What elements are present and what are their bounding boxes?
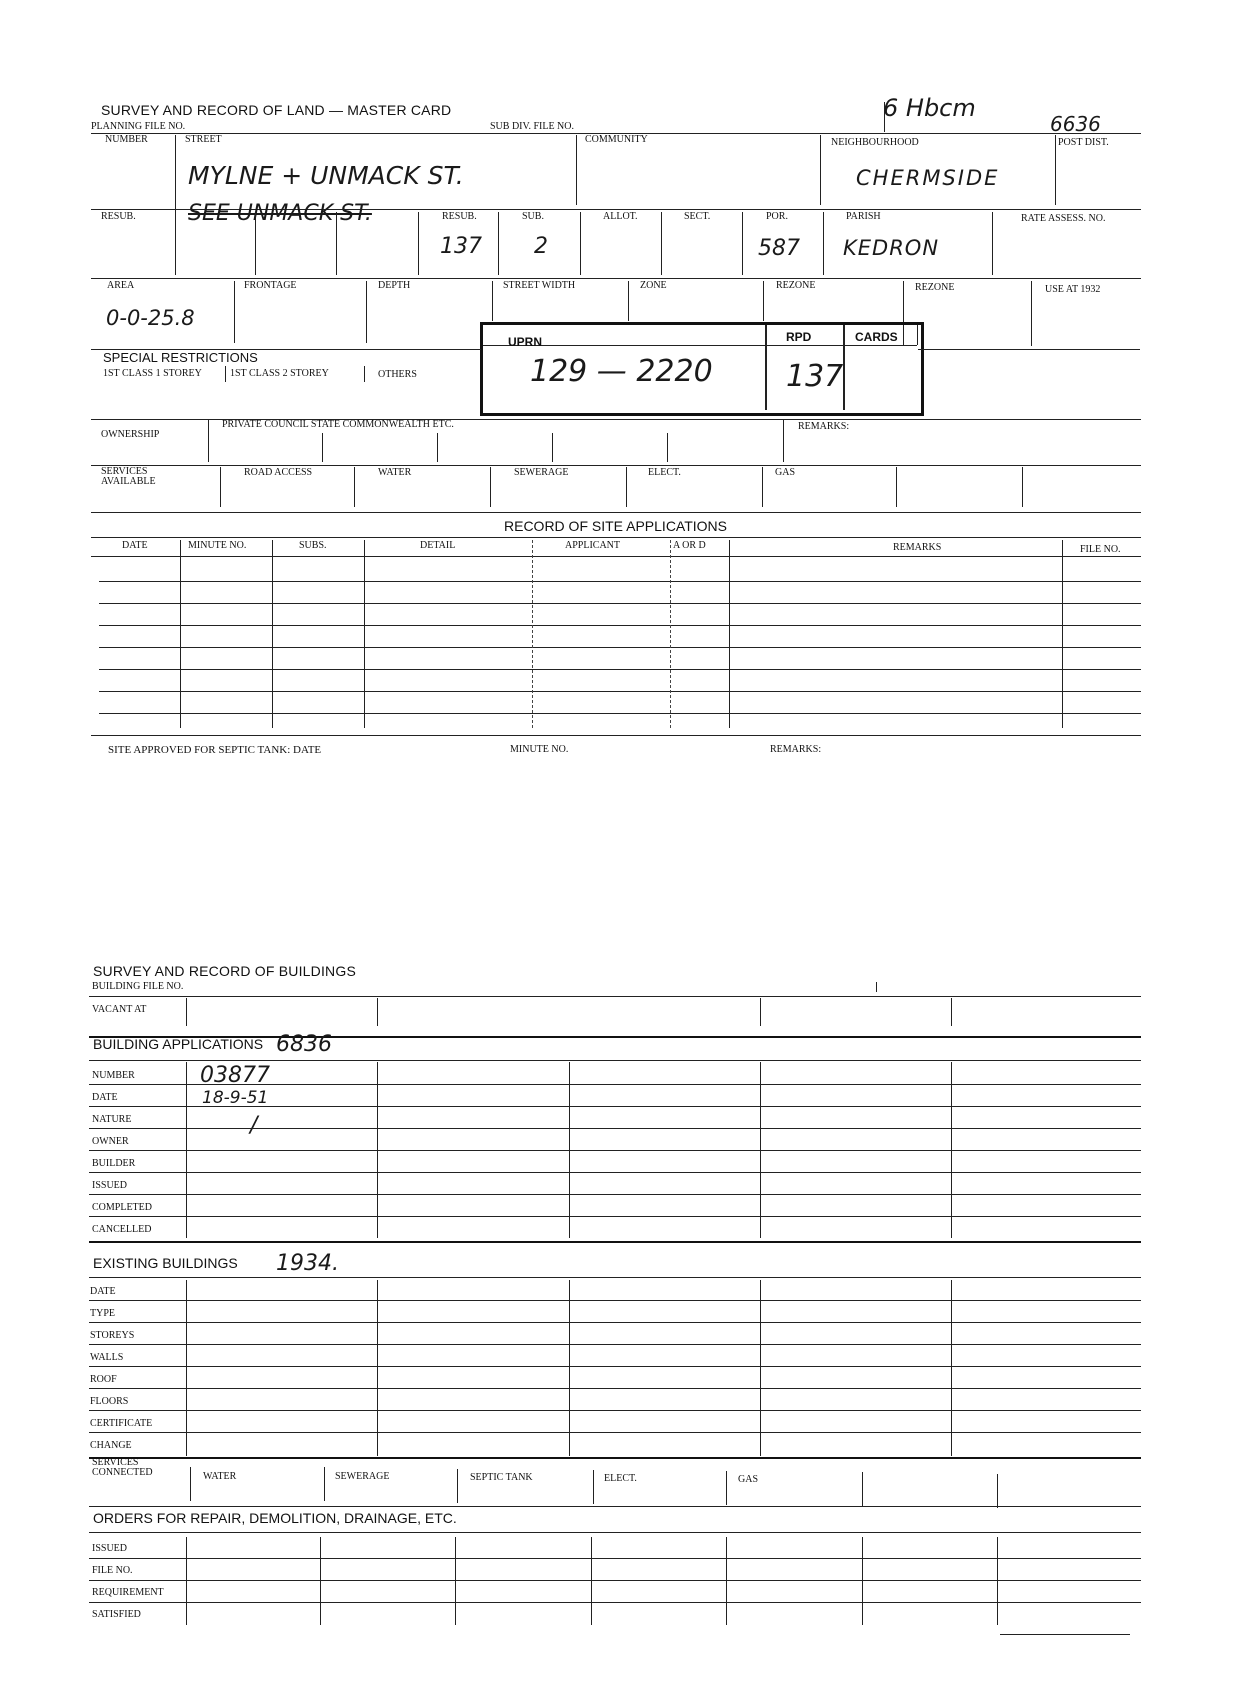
ownership-label: OWNERSHIP	[101, 429, 160, 440]
or-row-satisfied: SATISFIED	[92, 1609, 141, 1620]
area-value: 0-0-25.8	[106, 306, 195, 330]
service-water: WATER	[378, 467, 412, 478]
ba-row-date: DATE	[92, 1092, 118, 1103]
ownership-remarks-label: REMARKS:	[798, 421, 850, 432]
parish-label: PARISH	[846, 211, 881, 222]
ba-row-nature: NATURE	[92, 1114, 132, 1125]
services-connected-label: SERVICES CONNECTED	[92, 1457, 153, 1478]
post-dist-label: POST DIST.	[1058, 137, 1109, 148]
col-detail: DETAIL	[420, 540, 456, 551]
service-gas: GAS	[775, 467, 796, 478]
ba-date-value: 18-9-51	[202, 1088, 269, 1108]
parish-value: KEDRON	[843, 236, 940, 260]
service-elect: ELECT.	[648, 467, 681, 478]
buildings-card-title: SURVEY AND RECORD OF BUILDINGS	[93, 963, 356, 979]
col-file: FILE NO.	[1080, 544, 1121, 555]
eb-row-floors: FLOORS	[90, 1396, 129, 1407]
others-label: OTHERS	[378, 369, 417, 380]
col-applicant: APPLICANT	[565, 540, 621, 551]
septic-label: SITE APPROVED FOR SEPTIC TANK: DATE	[108, 744, 322, 756]
street-width-label: STREET WIDTH	[503, 280, 576, 291]
eb-row-date: DATE	[90, 1286, 116, 1297]
septic-remarks-label: REMARKS:	[770, 744, 822, 755]
sc-gas: GAS	[738, 1474, 759, 1485]
sc-septic-tank: SEPTIC TANK	[470, 1472, 533, 1483]
eb-row-storeys: STOREYS	[90, 1330, 135, 1341]
land-card-title: SURVEY AND RECORD OF LAND — MASTER CARD	[101, 102, 452, 118]
eb-row-certificate: CERTIFICATE	[90, 1418, 153, 1429]
ba-nature-value: /	[250, 1113, 258, 1138]
number-label: NUMBER	[105, 134, 148, 145]
rpd-value: 137	[786, 359, 844, 394]
sub-div-file-label: SUB DIV. FILE NO.	[490, 121, 574, 132]
rezone2-label: REZONE	[915, 282, 955, 293]
neighbourhood-value: CHERMSIDE	[856, 166, 1000, 190]
rate-assess-label: RATE ASSESS. NO.	[1021, 213, 1106, 224]
ba-row-issued: ISSUED	[92, 1180, 128, 1191]
ba-row-completed: COMPLETED	[92, 1202, 152, 1213]
class1-label: 1ST CLASS 1 STOREY	[103, 368, 202, 379]
street-label: STREET	[185, 134, 222, 145]
depth-label: DEPTH	[378, 280, 411, 291]
services-available-label: SERVICES AVAILABLE	[101, 466, 156, 487]
ba-row-owner: OWNER	[92, 1136, 129, 1147]
community-label: COMMUNITY	[585, 134, 648, 145]
por-label: POR.	[766, 211, 788, 222]
neighbourhood-label: NEIGHBOURHOOD	[831, 137, 919, 148]
zone-label: ZONE	[640, 280, 667, 291]
allot-label: ALLOT.	[603, 211, 638, 222]
col-subs: SUBS.	[299, 540, 327, 551]
ba-row-cancelled: CANCELLED	[92, 1224, 152, 1235]
sect-label: SECT.	[684, 211, 711, 222]
eb-row-change: CHANGE	[90, 1440, 132, 1451]
top-right-handwriting: 6 Hbcm	[883, 94, 976, 122]
planning-file-label: PLANNING FILE NO.	[91, 121, 186, 132]
ba-number-value: 03877	[200, 1063, 270, 1088]
septic-minute-label: MINUTE NO.	[510, 744, 569, 755]
col-a-or-d: A OR D	[673, 540, 706, 551]
resub-value: 137	[440, 234, 482, 259]
class2-label: 1ST CLASS 2 STOREY	[230, 368, 329, 379]
resub-label: RESUB.	[101, 211, 136, 222]
uprn-label: UPRN	[508, 335, 543, 349]
sc-sewerage: SEWERAGE	[335, 1471, 390, 1482]
ba-row-number: NUMBER	[92, 1070, 135, 1081]
service-sewerage: SEWERAGE	[514, 467, 569, 478]
col-remarks: REMARKS	[893, 542, 942, 553]
or-row-issued: ISSUED	[92, 1543, 128, 1554]
ba-row-builder: BUILDER	[92, 1158, 136, 1169]
uprn-value: 129 — 2220	[530, 354, 713, 389]
sub-value: 2	[534, 234, 548, 259]
frontage-label: FRONTAGE	[244, 280, 297, 291]
or-row-requirement: REQUIREMENT	[92, 1587, 164, 1598]
top-right-number: 6636	[1050, 112, 1101, 136]
eb-row-roof: ROOF	[90, 1374, 117, 1385]
eb-row-walls: WALLS	[90, 1352, 124, 1363]
street-value: MYLNE + UNMACK ST.	[188, 161, 464, 190]
building-file-label: BUILDING FILE NO.	[92, 981, 184, 992]
building-applications-title: BUILDING APPLICATIONS	[93, 1036, 264, 1052]
site-applications-title: RECORD OF SITE APPLICATIONS	[504, 518, 728, 534]
cards-label: CARDS	[855, 330, 898, 344]
sub-label: SUB.	[522, 211, 544, 222]
use-label: USE AT 1932	[1045, 284, 1101, 295]
building-applications-handwritten: 6836	[276, 1032, 332, 1057]
eb-row-type: TYPE	[90, 1308, 115, 1319]
or-row-file: FILE NO.	[92, 1565, 133, 1576]
existing-buildings-title: EXISTING BUILDINGS	[93, 1255, 238, 1271]
sc-water: WATER	[203, 1471, 237, 1482]
rpd-label: RPD	[786, 330, 812, 344]
area-label: AREA	[107, 280, 135, 291]
existing-buildings-handwritten: 1934.	[276, 1251, 339, 1276]
resub-crossed-note: SEE UNMACK ST.	[188, 201, 372, 226]
orders-title: ORDERS FOR REPAIR, DEMOLITION, DRAINAGE, ETC.	[93, 1510, 457, 1526]
col-minute: MINUTE NO.	[188, 540, 247, 551]
por-value: 587	[758, 236, 800, 261]
rezone1-label: REZONE	[776, 280, 816, 291]
special-restrictions-label: SPECIAL RESTRICTIONS	[103, 350, 258, 365]
col-date: DATE	[122, 540, 148, 551]
service-road-access: ROAD ACCESS	[244, 467, 313, 478]
sc-elect: ELECT.	[604, 1473, 637, 1484]
vacant-label: VACANT AT	[92, 1004, 147, 1015]
resub2-label: RESUB.	[442, 211, 477, 222]
ownership-options: PRIVATE COUNCIL STATE COMMONWEALTH ETC.	[222, 419, 454, 430]
